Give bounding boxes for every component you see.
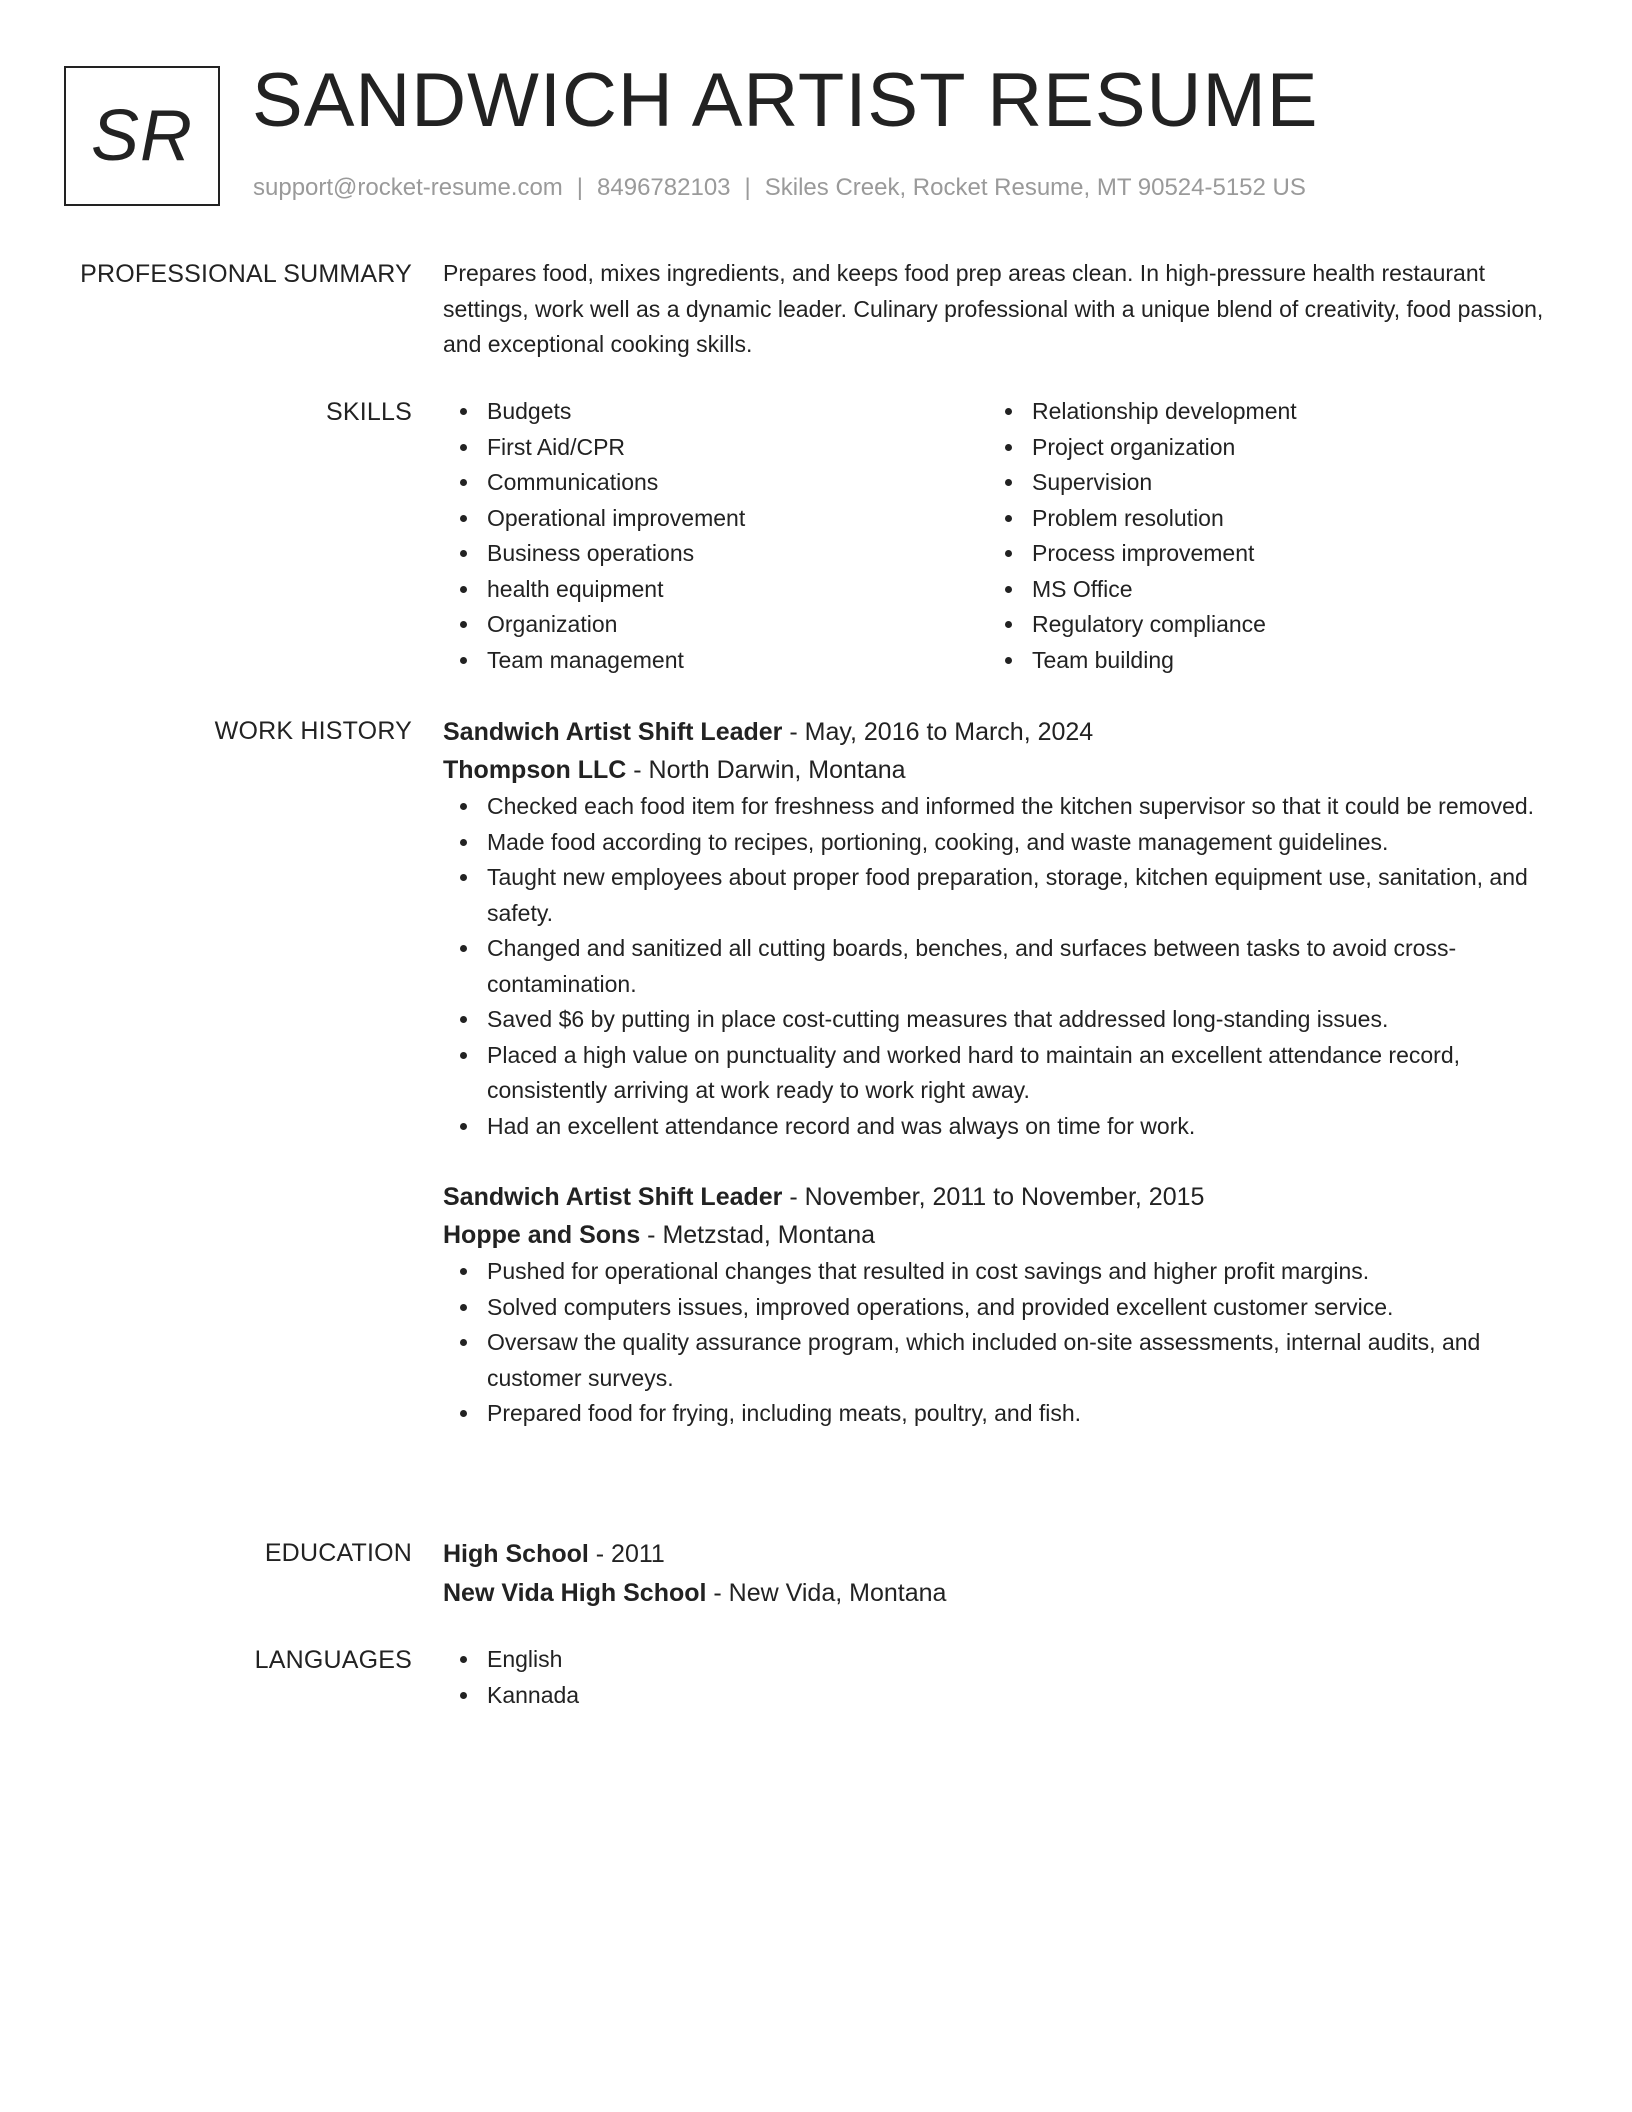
job-title: Sandwich Artist Shift Leader (443, 1183, 783, 1211)
job-location: - North Darwin, Montana (626, 756, 906, 784)
job-duties-list (443, 1254, 1553, 1432)
job-title-line (443, 1178, 1553, 1216)
job-company-line (443, 1216, 1553, 1254)
job-duty: Checked each food item for freshness and informed the kitchen supervisor so that it could be removed. (487, 789, 1553, 825)
job-dates: - May, 2016 to March, 2024 (782, 718, 1094, 746)
skill-item: Team management (487, 643, 988, 679)
monogram-logo: SR (64, 66, 220, 206)
education-body (443, 1535, 1553, 1613)
skills-list-right (988, 394, 1533, 678)
skills-grid (443, 394, 1553, 678)
language-item: Kannada (487, 1678, 1553, 1714)
languages-body (443, 1642, 1553, 1713)
job-company: Thompson LLC (443, 756, 627, 784)
skill-item: Operational improvement (487, 501, 988, 537)
skill-item: Supervision (1032, 465, 1533, 501)
job-title: Sandwich Artist Shift Leader (443, 718, 783, 746)
job-location: - Metzstad, Montana (640, 1221, 876, 1249)
summary-body (443, 256, 1553, 363)
job-duty: Placed a high value on punctuality and worked hard to maintain an excellent attendance record, consistently arriving at work ready to work right away. (487, 1038, 1553, 1109)
job-duty: Changed and sanitized all cutting boards, benches, and surfaces between tasks to avoid cross-contamination. (487, 931, 1553, 1002)
job-entry (443, 1178, 1553, 1432)
job-duty: Solved computers issues, improved operations, and provided excellent customer service. (487, 1290, 1553, 1326)
summary-text: Prepares food, mixes ingredients, and keeps food prep areas clean. In high-pressure health restaurant settings, work well as a dynamic leader. Culinary professional with a unique blend of creativity, food passion, and exceptional cooking skills. (443, 260, 1544, 357)
skill-item: Relationship development (1032, 394, 1533, 430)
job-duty: Made food according to recipes, portioning, cooking, and waste management guidelines. (487, 825, 1553, 861)
skills-label: SKILLS (326, 398, 412, 426)
summary-label: PROFESSIONAL SUMMARY (80, 260, 412, 288)
skills-column-left (443, 394, 988, 678)
skill-item: MS Office (1032, 572, 1533, 608)
education-school: New Vida High School (443, 1579, 707, 1607)
contact-address: Skiles Creek, Rocket Resume, MT 90524-5152 US (764, 174, 1306, 201)
skill-item: Budgets (487, 394, 988, 430)
contact-phone: 8496782103 (597, 174, 731, 201)
contact-separator: | (744, 174, 751, 201)
work-history-body (443, 713, 1553, 1432)
job-duty: Prepared food for frying, including meats, poultry, and fish. (487, 1396, 1553, 1432)
job-company: Hoppe and Sons (443, 1221, 641, 1249)
contact-separator: | (576, 174, 584, 201)
skill-item: Regulatory compliance (1032, 607, 1533, 643)
skills-list-left (443, 394, 988, 678)
job-duty: Pushed for operational changes that resulted in cost savings and higher profit margins. (487, 1254, 1553, 1290)
education-label: EDUCATION (264, 1539, 412, 1567)
education-school-line (443, 1574, 1553, 1613)
job-duty: Saved $6 by putting in place cost-cutting measures that addressed long-standing issues. (487, 1002, 1553, 1038)
skill-item: Communications (487, 465, 988, 501)
skill-item: Team building (1032, 643, 1533, 679)
languages-label: LANGUAGES (254, 1646, 412, 1674)
skills-column-right (988, 394, 1533, 678)
education-degree-line (443, 1535, 1553, 1574)
job-duties-list (443, 789, 1553, 1144)
skill-item: Business operations (487, 536, 988, 572)
job-company-line (443, 751, 1553, 789)
job-entry (443, 713, 1553, 1144)
job-duty: Taught new employees about proper food preparation, storage, kitchen equipment use, sanitation, and safety. (487, 860, 1553, 931)
skill-item: Process improvement (1032, 536, 1533, 572)
skill-item: Organization (487, 607, 988, 643)
job-title-line (443, 713, 1553, 751)
education-year: - 2011 (588, 1540, 665, 1568)
education-location: - New Vida, Montana (706, 1579, 947, 1607)
contact-line (253, 172, 1306, 204)
job-duty: Oversaw the quality assurance program, which included on-site assessments, internal audits, and customer surveys. (487, 1325, 1553, 1396)
language-item: English (487, 1642, 1553, 1678)
work-history-label: WORK HISTORY (214, 717, 412, 745)
page-title: SANDWICH ARTIST RESUME (252, 58, 1319, 143)
skill-item: First Aid/CPR (487, 430, 988, 466)
job-duty: Had an excellent attendance record and was always on time for work. (487, 1109, 1553, 1145)
skill-item: health equipment (487, 572, 988, 608)
education-degree: High School (443, 1540, 589, 1568)
languages-list (443, 1642, 1553, 1713)
skill-item: Problem resolution (1032, 501, 1533, 537)
job-dates: - November, 2011 to November, 2015 (782, 1183, 1205, 1211)
contact-email: support@rocket-resume.com (253, 174, 563, 201)
skill-item: Project organization (1032, 430, 1533, 466)
